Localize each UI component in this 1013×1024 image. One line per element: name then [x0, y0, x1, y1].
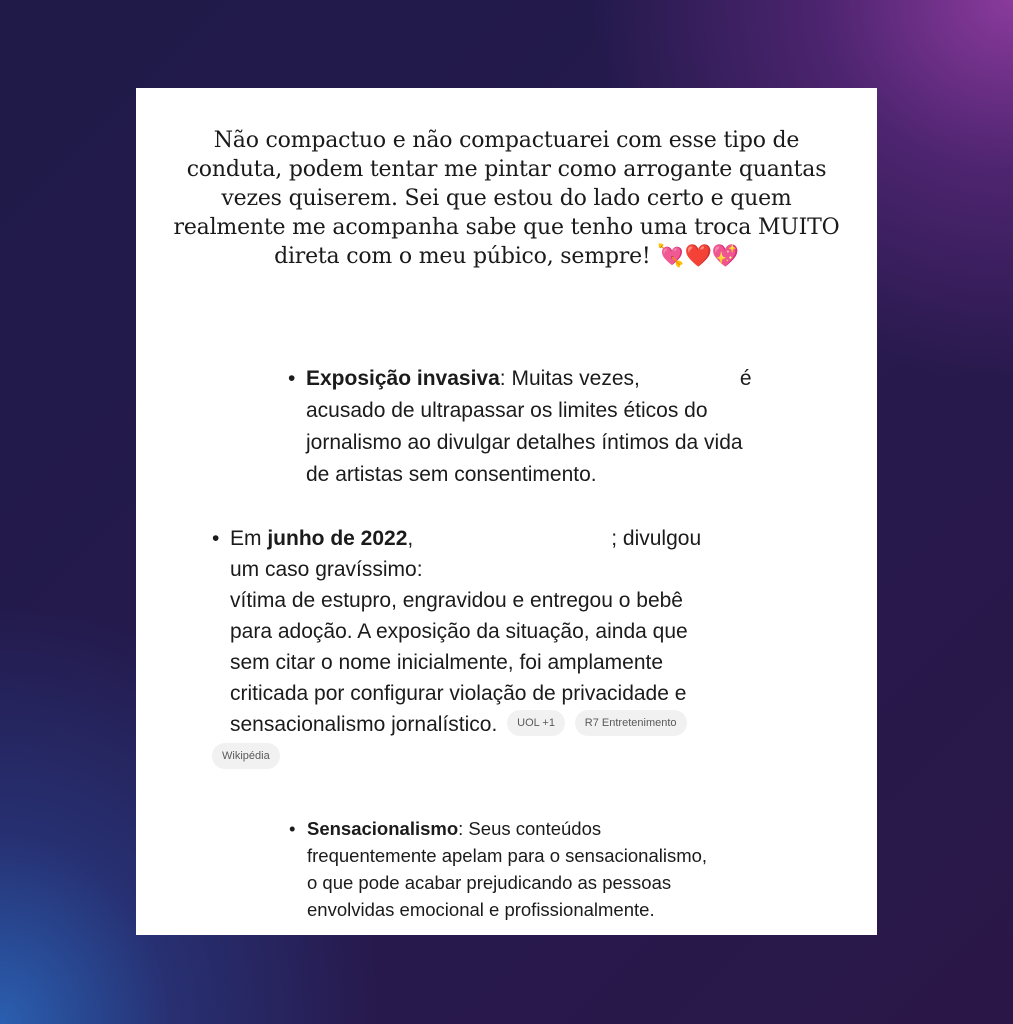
bullet-text: acusado de ultrapassar os limites éticos do	[306, 399, 708, 422]
bullet-text: de artistas sem consentimento.	[306, 463, 597, 486]
bullet-text: envolvidas emocional e profissionalmente.	[307, 899, 655, 920]
bullet-text: frequentemente apelam para o sensacionalismo,	[307, 845, 708, 866]
sparkling-heart-icon: 💖	[711, 244, 739, 269]
quote-text	[166, 126, 847, 271]
bullet-text: para adoção. A exposição da situação, ainda que	[230, 620, 688, 643]
bullet-text: Muitas vezes,	[505, 367, 640, 390]
bullet-text: criticada por configurar violação de privacidade e	[230, 682, 687, 705]
bullet-date: junho de 2022	[267, 527, 408, 550]
quote-line: conduta, podem tentar me pintar como arrogante quantas	[186, 157, 827, 182]
quote-line-last	[166, 242, 847, 271]
quote-line: vezes quiserem. Sei que estou do lado certo e quem	[221, 186, 792, 211]
quote-line: Não compactuo e não compactuarei com esse tipo de	[213, 128, 800, 153]
bullet-dot: •	[212, 527, 220, 550]
bullet-comma: ,	[407, 527, 414, 550]
bullet-body	[222, 523, 730, 773]
bullet-text: vítima de estupro, engravidou e entregou o bebê	[230, 589, 683, 612]
source-chip-r7[interactable]: R7 Entretenimento	[575, 710, 687, 736]
bullet-text: ; divulgou	[611, 527, 702, 550]
bullet-text: é	[739, 367, 752, 390]
quote-line-text: direta com o meu púbico, sempre!	[274, 244, 651, 269]
quote-line: realmente me acompanha sabe que tenho uma troca MUITO	[173, 215, 840, 240]
bullet-text: Em	[230, 527, 268, 550]
bullet-text: o que pode acabar prejudicando as pessoas	[307, 872, 672, 893]
bullet-text: um caso gravíssimo:	[230, 558, 423, 581]
bullet-dot: •	[288, 367, 296, 390]
bullet-text: sem citar o nome inicialmente, foi amplamente	[230, 651, 664, 674]
bullet-colon: :	[458, 818, 464, 839]
source-chip-wikipedia[interactable]: Wikipédia	[212, 743, 280, 769]
bullet-term: Exposição invasiva	[306, 367, 500, 390]
heart-arrow-icon: 💘	[657, 244, 685, 269]
bullet-term: Sensacionalismo	[307, 818, 459, 839]
source-chip-uol[interactable]: UOL +1	[507, 710, 565, 736]
screenshot-card	[136, 88, 877, 935]
red-heart-icon: ❤️	[684, 244, 712, 269]
bullet-body	[307, 815, 757, 923]
bullet-text: Seus conteúdos	[463, 818, 602, 839]
bullet-dot: •	[289, 818, 296, 839]
bullet-text: sensacionalismo jornalístico.	[230, 713, 498, 736]
bullet-text: jornalismo ao divulgar detalhes íntimos da vida	[306, 431, 743, 454]
bullet-colon: :	[499, 367, 506, 390]
bullet-body	[306, 363, 786, 491]
